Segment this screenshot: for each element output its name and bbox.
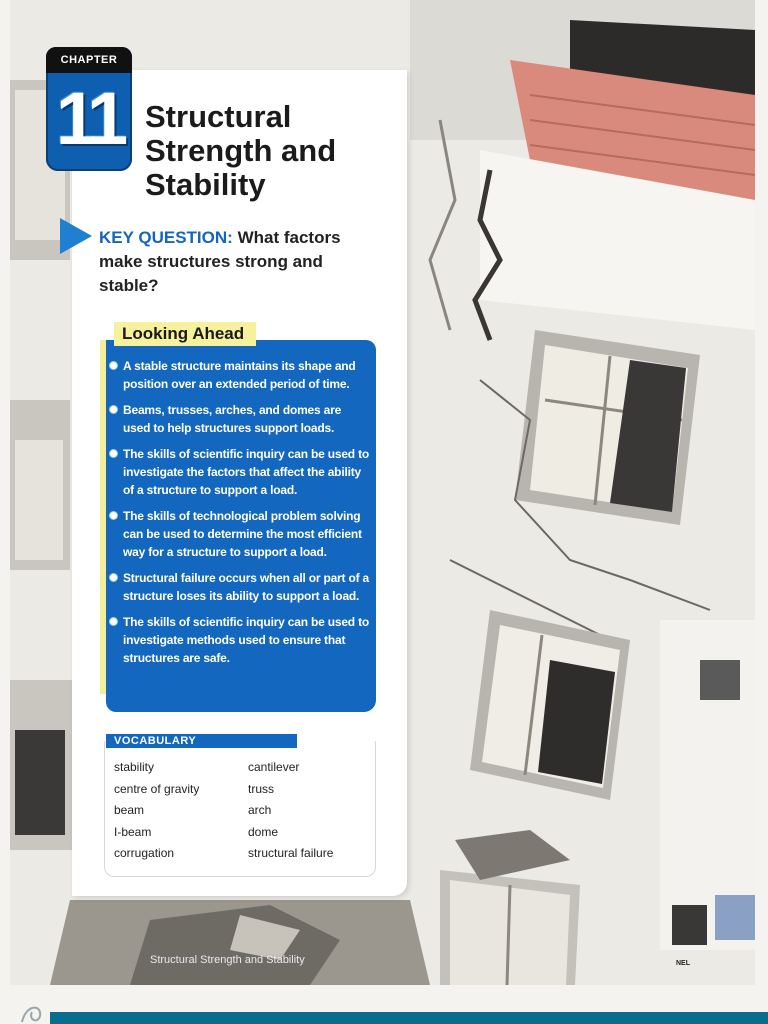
list-item <box>108 357 370 393</box>
key-question-label: KEY QUESTION: <box>99 228 233 247</box>
chapter-badge <box>46 47 132 171</box>
key-question-arrow-icon <box>60 218 92 254</box>
list-item <box>108 401 370 437</box>
bullet-icon <box>109 511 118 520</box>
list-item <box>108 507 370 561</box>
bullet-icon <box>109 573 118 582</box>
list-item-text: A stable structure maintains its shape and position over an extended period of time. <box>123 359 356 391</box>
vocabulary-column-right <box>248 757 333 865</box>
vocabulary-term: dome <box>248 824 279 839</box>
key-question-text: What factors make structures strong and stable? <box>99 228 341 295</box>
looking-ahead-list <box>108 357 370 675</box>
list-item-text: Beams, trusses, arches, and domes are used to help structures support loads. <box>123 403 342 435</box>
key-question <box>99 226 359 298</box>
list-item-text: Structural failure occurs when all or part of a structure loses its ability to support a load. <box>123 571 369 603</box>
bullet-icon <box>109 449 118 458</box>
vocabulary-term: beam <box>114 803 145 817</box>
vocabulary-term: centre of gravity <box>114 781 200 796</box>
vocabulary-column-left <box>114 757 199 865</box>
list-item <box>108 613 370 667</box>
looking-ahead-title: Looking Ahead <box>114 322 256 346</box>
chapter-label: CHAPTER <box>60 54 118 66</box>
bullet-icon <box>109 405 118 414</box>
chapter-title: Structural Strength and Stability <box>145 99 337 202</box>
vocabulary-title: VOCABULARY <box>106 734 297 748</box>
vocabulary-term: arch <box>248 803 272 817</box>
footer-bar <box>50 1012 768 1024</box>
running-footer: Structural Strength and Stability <box>150 954 305 966</box>
list-item-text: The skills of scientific inquiry can be used to investigate methods used to ensure that structures are safe. <box>123 615 369 665</box>
list-item <box>108 569 370 605</box>
vocabulary-term: stability <box>114 760 155 774</box>
list-item <box>108 445 370 499</box>
bullet-icon <box>109 361 118 370</box>
vocabulary-term: corrugation <box>114 846 175 860</box>
vocabulary-term: truss <box>248 781 275 796</box>
list-item-text: The skills of scientific inquiry can be used to investigate the factors that affect the ability of a structure to support a load. <box>123 447 369 497</box>
corner-mark: NEL <box>676 960 690 967</box>
vocabulary-term: structural failure <box>248 846 334 860</box>
list-item-text: The skills of technological problem solving can be used to determine the most efficient way for a structure to support a load. <box>123 509 362 559</box>
vocabulary-term: I-beam <box>114 824 152 839</box>
vocabulary-term: cantilever <box>248 760 300 774</box>
bullet-icon <box>109 617 118 626</box>
chapter-number: 11 <box>55 77 123 160</box>
